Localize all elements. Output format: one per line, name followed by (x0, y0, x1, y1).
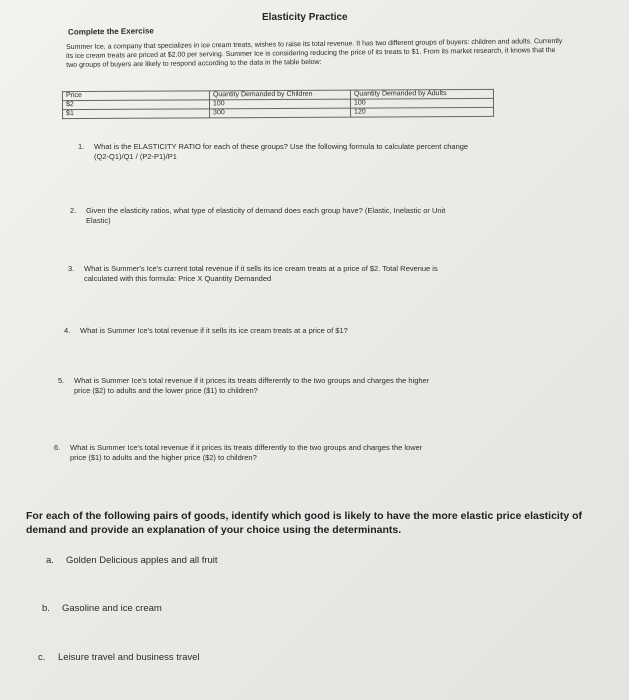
question-2 (70, 206, 570, 226)
list-item (38, 652, 200, 663)
pairs-instruction: For each of the following pairs of goods, identify which good is likely to have the more elastic price elasticity of demand and provide an explanation of your choice using the determinants. (26, 510, 583, 536)
question-3 (68, 264, 568, 284)
question-text: What is Summer Ice's total revenue if it prices its treats differently to the two groups and charges the higher (74, 376, 430, 385)
question-5 (58, 376, 588, 396)
question-text: What is the ELASTICITY RATIO for each of these groups? Use the following formula to calculate percent change (94, 142, 469, 151)
table-header-price: Price (62, 91, 209, 101)
demand-table (62, 89, 494, 119)
section-heading: Complete the Exercise (67, 26, 154, 37)
table-cell-price: $1 (63, 109, 210, 119)
question-number: 4. (64, 326, 71, 335)
question-number: 6. (54, 443, 61, 452)
table-cell-price: $2 (62, 100, 209, 110)
question-4 (64, 326, 564, 336)
item-letter: b. (42, 603, 50, 614)
question-number: 5. (58, 376, 65, 385)
table-cell-children: 300 (210, 108, 351, 118)
question-text-continued: Elastic) (86, 216, 111, 225)
question-number: 3. (68, 264, 75, 273)
question-number: 2. (70, 206, 77, 215)
item-letter: a. (46, 555, 54, 566)
question-text: What is Summer Ice's total revenue if it sells its ice cream treats at a price of $1? (80, 326, 348, 335)
question-6 (54, 443, 594, 463)
table-header-children: Quantity Demanded by Children (209, 90, 350, 100)
question-text: Given the elasticity ratios, what type of elasticity of demand does each group have? (Elastic, Inelastic or Unit (86, 206, 446, 215)
table-cell-children: 100 (209, 99, 350, 109)
question-text: What is Summer Ice's total revenue if it prices its treats differently to the two groups and charges the lower (70, 443, 423, 452)
intro-paragraph: Summer Ice, a company that specializes in ice cream treats, wishes to raise its total revenue. It has two different groups of buyers: children and adults. Currently its ice cream treats are priced at $2.00 per serving. Summer Ice is considering reducing the price of its treats to $1. From its market research, it knows that the two groups of buyers are likely to respond according to the data in the table below: (66, 37, 563, 69)
question-text: What is Summer's Ice's current total revenue if it sells its ice cream treats at a price of $2. Total Revenue is (84, 264, 438, 273)
question-text-continued: calculated with this formula: Price X Quantity Demanded (84, 274, 272, 283)
document-title: Elasticity Practice (262, 12, 348, 23)
item-text: Golden Delicious apples and all fruit (66, 555, 218, 566)
list-item (42, 603, 162, 614)
question-text-continued: (Q2-Q1)/Q1 / (P2-P1)/P1 (94, 152, 177, 161)
item-letter: c. (38, 652, 46, 663)
table-cell-adults: 100 (350, 98, 493, 108)
item-text: Leisure travel and business travel (58, 652, 200, 663)
table-cell-adults: 120 (351, 107, 494, 117)
question-number: 1. (78, 142, 85, 151)
list-item (46, 555, 218, 566)
table-row (63, 107, 494, 118)
question-text-continued: price ($2) to adults and the lower price ($1) to children? (74, 386, 258, 395)
item-text: Gasoline and ice cream (62, 603, 162, 614)
question-text-continued: price ($1) to adults and the higher price ($2) to children? (70, 453, 257, 462)
question-1 (78, 142, 578, 162)
table-header-adults: Quantity Demanded by Adults (350, 89, 493, 99)
